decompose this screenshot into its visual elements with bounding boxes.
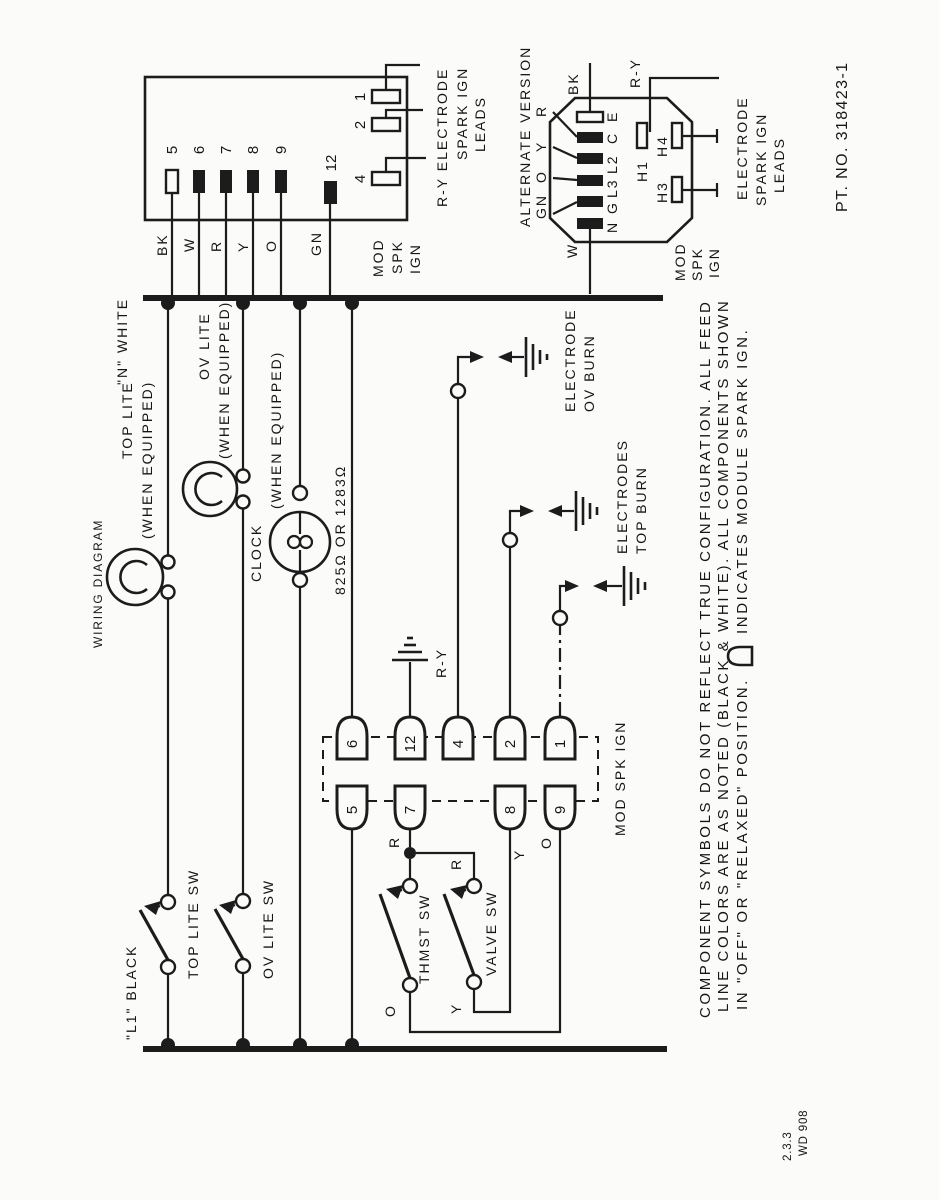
- electrode-ov-label-2: OV BURN: [581, 334, 597, 412]
- wire-label-o: O: [382, 1004, 398, 1017]
- wire: [560, 586, 565, 611]
- alt-pin-g: G: [604, 201, 620, 214]
- top-lite-label: TOP LITE: [119, 381, 135, 459]
- alt-wire-gn: [553, 202, 577, 214]
- module-connector-box: [145, 65, 488, 295]
- connector-pin-1-shape: [545, 717, 575, 759]
- doc-code: WD 908: [798, 1109, 810, 1156]
- connector-pin-6-shape: [337, 717, 367, 759]
- spark-arrow: [470, 351, 484, 363]
- wire-branch-valve: [416, 853, 474, 879]
- switch-terminal: [161, 895, 175, 909]
- leads-label-line1: R-Y ELECTRODE: [434, 67, 450, 207]
- alternate-version-connector: [517, 46, 787, 294]
- line-bus-label: "L1" BLACK: [123, 944, 139, 1040]
- module-pin-4: 4: [352, 174, 369, 184]
- electrode-top-label-2: TOP BURN: [633, 466, 649, 554]
- connector-pin-6: 6: [344, 739, 361, 749]
- module-pin-9: 9: [273, 145, 290, 155]
- lamp-terminal: [237, 496, 250, 509]
- line-bus: [143, 1046, 667, 1052]
- clock-coil: [288, 536, 300, 548]
- clock-when-equipped: (WHEN EQUIPPED): [268, 350, 284, 509]
- alt-wire-label-ry: R-Y: [627, 57, 643, 88]
- spark-arrow: [593, 580, 607, 592]
- lamp-filament: [120, 561, 147, 593]
- ov-lite-sw-label: OV LITE SW: [260, 878, 276, 979]
- module-pin-5: 5: [164, 145, 181, 155]
- wire-label-r: R: [386, 835, 402, 848]
- note-line-2: LINE COLORS ARE AS NOTED (BLACK & WHITE). ALL COMPONENTS SHOWN: [715, 298, 732, 1012]
- wire-label-o: O: [263, 239, 279, 252]
- module-terminal-6: [193, 170, 205, 193]
- switch-terminal: [236, 959, 250, 973]
- module-pin-6: 6: [191, 145, 208, 155]
- spark-arrow: [565, 580, 579, 592]
- alt-caption-spk: SPK: [689, 246, 705, 281]
- wire-label-w: W: [181, 236, 197, 252]
- connector-pin-12: 12: [402, 735, 419, 753]
- alt-terminal-l3: [577, 175, 603, 186]
- switch-terminal: [161, 960, 175, 974]
- electrode-terminal: [451, 384, 465, 398]
- electrode-terminal: [503, 533, 517, 547]
- clock-terminal: [293, 486, 307, 500]
- ov-lite-when-equipped: (WHEN EQUIPPED): [216, 300, 232, 459]
- thmst-sw-blade: [380, 894, 410, 978]
- module-caption-ign: IGN: [407, 243, 423, 274]
- module-terminal-1: [372, 90, 400, 103]
- alt-wire-label-y: Y: [533, 140, 549, 152]
- connector-pin-2-shape: [495, 717, 525, 759]
- clock-terminal: [293, 573, 307, 587]
- module-terminal-4: [372, 172, 400, 185]
- module-terminal-7: [220, 170, 232, 193]
- alt-caption-ign: IGN: [706, 247, 722, 278]
- alt-leads-label-line2: SPARK IGN: [753, 112, 769, 206]
- alt-wire-y: [553, 147, 577, 158]
- clock-coil: [300, 536, 312, 548]
- alt-terminal-h1: [637, 123, 647, 148]
- ov-lite-label: OV LITE: [196, 312, 212, 380]
- wire-label-y: Y: [511, 848, 527, 860]
- module-terminal-5: [166, 170, 178, 193]
- note-line-3b: INDICATES MODULE SPARK IGN.: [734, 327, 751, 634]
- wire-label-r: R: [448, 857, 464, 870]
- alt-pin-l3: L3: [604, 178, 620, 198]
- electrode-terminal: [553, 611, 567, 625]
- connector-pin-9: 9: [552, 805, 569, 815]
- top-lite-when-equipped: (WHEN EQUIPPED): [139, 380, 155, 539]
- alt-wire-label-bk: BK: [565, 72, 581, 95]
- ov-lite-sw-blade: [215, 909, 243, 959]
- alt-pin-l2: L2: [604, 154, 620, 174]
- alt-leads-label-line3: LEADS: [771, 137, 787, 193]
- alt-pin-c: C: [604, 131, 620, 144]
- module-pin-12: 12: [323, 154, 340, 172]
- alt-label-h1: H1: [634, 160, 650, 182]
- switch-arrow: [219, 900, 236, 914]
- wire-label-gn: GN: [308, 231, 324, 256]
- connector-pin-5: 5: [344, 805, 361, 815]
- wire-label-r: R: [208, 239, 224, 252]
- top-lite-sw-blade: [140, 910, 168, 960]
- alternate-title: ALTERNATE VERSION: [517, 45, 533, 227]
- alt-terminal-h4: [672, 123, 682, 148]
- connector-pin-4-shape: [443, 717, 473, 759]
- alt-terminal-n: [577, 218, 603, 229]
- module-terminal-9: [275, 170, 287, 193]
- top-lite-sw-label: TOP LITE SW: [185, 868, 201, 979]
- lamp-filament: [195, 473, 222, 505]
- lamp-terminal: [162, 556, 175, 569]
- alt-wire-ry: [650, 78, 719, 132]
- wire: [510, 511, 520, 533]
- clock-label: CLOCK: [248, 523, 264, 582]
- alt-wire-label-o: O: [533, 170, 549, 183]
- alt-terminal-l2: [577, 153, 603, 164]
- connector-pin-2: 2: [502, 739, 519, 749]
- connector-pin-8: 8: [502, 805, 519, 815]
- alt-wire-label-w: W: [564, 242, 580, 258]
- alt-wire-o: [553, 178, 577, 180]
- connector-pin-4: 4: [450, 739, 467, 749]
- alt-pin-n: N: [604, 220, 620, 233]
- alt-label-h4: H4: [654, 135, 670, 157]
- leads-label-line2: SPARK IGN: [454, 66, 470, 160]
- spark-arrow: [520, 505, 534, 517]
- switch-arrow: [450, 885, 467, 899]
- alt-terminal-e: [577, 112, 603, 122]
- alt-wire-label-r: R: [533, 104, 549, 117]
- alt-label-h3: H3: [654, 181, 670, 203]
- switch-arrow: [144, 901, 161, 915]
- wire-label-ry: R-Y: [433, 647, 449, 678]
- neutral-bus-label: "N" WHITE: [114, 297, 130, 385]
- module-pin-7: 7: [218, 145, 235, 155]
- lamp-terminal: [162, 586, 175, 599]
- switch-terminal: [403, 978, 417, 992]
- module-pin-2: 2: [352, 120, 369, 130]
- note-line-1: COMPONENT SYMBOLS DO NOT REFLECT TRUE CONFIGURATION. ALL FEED: [697, 299, 714, 1018]
- switch-terminal: [467, 879, 481, 893]
- leads-label-line3: LEADS: [472, 96, 488, 152]
- alt-terminal-g: [577, 196, 603, 207]
- thmst-sw-label: THMST SW: [416, 893, 432, 984]
- alt-wire-label-gn: GN: [533, 194, 549, 219]
- module-pin-1: 1: [352, 92, 369, 102]
- alternate-outline: [550, 98, 692, 242]
- alt-wire-r: [553, 112, 577, 137]
- connector-label: MOD SPK IGN: [612, 720, 628, 836]
- thmst-valve-circuit: [380, 830, 560, 1032]
- electrode-ov-label-1: ELECTRODE: [562, 308, 578, 412]
- switch-terminal: [236, 894, 250, 908]
- wire-label-bk: BK: [154, 233, 170, 256]
- valve-sw-label: VALVE SW: [483, 890, 499, 976]
- module-pin-8: 8: [245, 145, 262, 155]
- pin12-ground: [392, 638, 428, 716]
- page-title: WIRING DIAGRAM: [91, 518, 105, 648]
- electrodes-top-burn: [503, 439, 649, 716]
- notes-block: [697, 299, 752, 1018]
- alt-terminal-h3: [672, 177, 682, 202]
- switch-arrow: [386, 885, 403, 899]
- wire-label-y: Y: [235, 240, 251, 252]
- junction-dot: [404, 847, 416, 859]
- spark-arrow: [498, 351, 512, 363]
- connector-pin-7: 7: [402, 805, 419, 815]
- electrode-top-label-1: ELECTRODES: [614, 439, 630, 554]
- alt-pin-e: E: [604, 110, 620, 122]
- alt-leads-label-line1: ELECTRODE: [734, 96, 750, 200]
- top-lite-lamp: [107, 549, 163, 605]
- switch-terminal: [403, 879, 417, 893]
- doc-section: 2.3.3: [782, 1131, 794, 1161]
- clock-resistance: 825Ω OR 1283Ω: [332, 464, 348, 595]
- lamp-terminal: [237, 470, 250, 483]
- module-caption-spk: SPK: [389, 239, 405, 274]
- switch-terminal: [467, 975, 481, 989]
- top-lite-rung: [107, 301, 201, 1045]
- neutral-bus: [143, 295, 663, 301]
- ov-lite-lamp: [183, 462, 237, 516]
- module-caption-mod: MOD: [370, 238, 386, 277]
- wire-label-y: Y: [448, 1002, 464, 1014]
- alt-caption-mod: MOD: [672, 242, 688, 281]
- alt-terminal-c: [577, 132, 603, 143]
- wire: [458, 357, 470, 384]
- electrode-ov-burn: [433, 308, 597, 716]
- spark-arrow: [548, 505, 562, 517]
- connector-pin-1: 1: [552, 739, 569, 749]
- module-terminal-2: [372, 118, 400, 131]
- note-line-3a: IN "OFF" OR "RELAXED" POSITION.: [734, 678, 751, 1010]
- module-terminal-12: [324, 181, 337, 204]
- wire-label-o: O: [538, 836, 554, 849]
- part-number: PT. NO. 318423-1: [834, 61, 851, 212]
- module-terminal-8: [247, 170, 259, 193]
- valve-sw-blade: [444, 894, 474, 975]
